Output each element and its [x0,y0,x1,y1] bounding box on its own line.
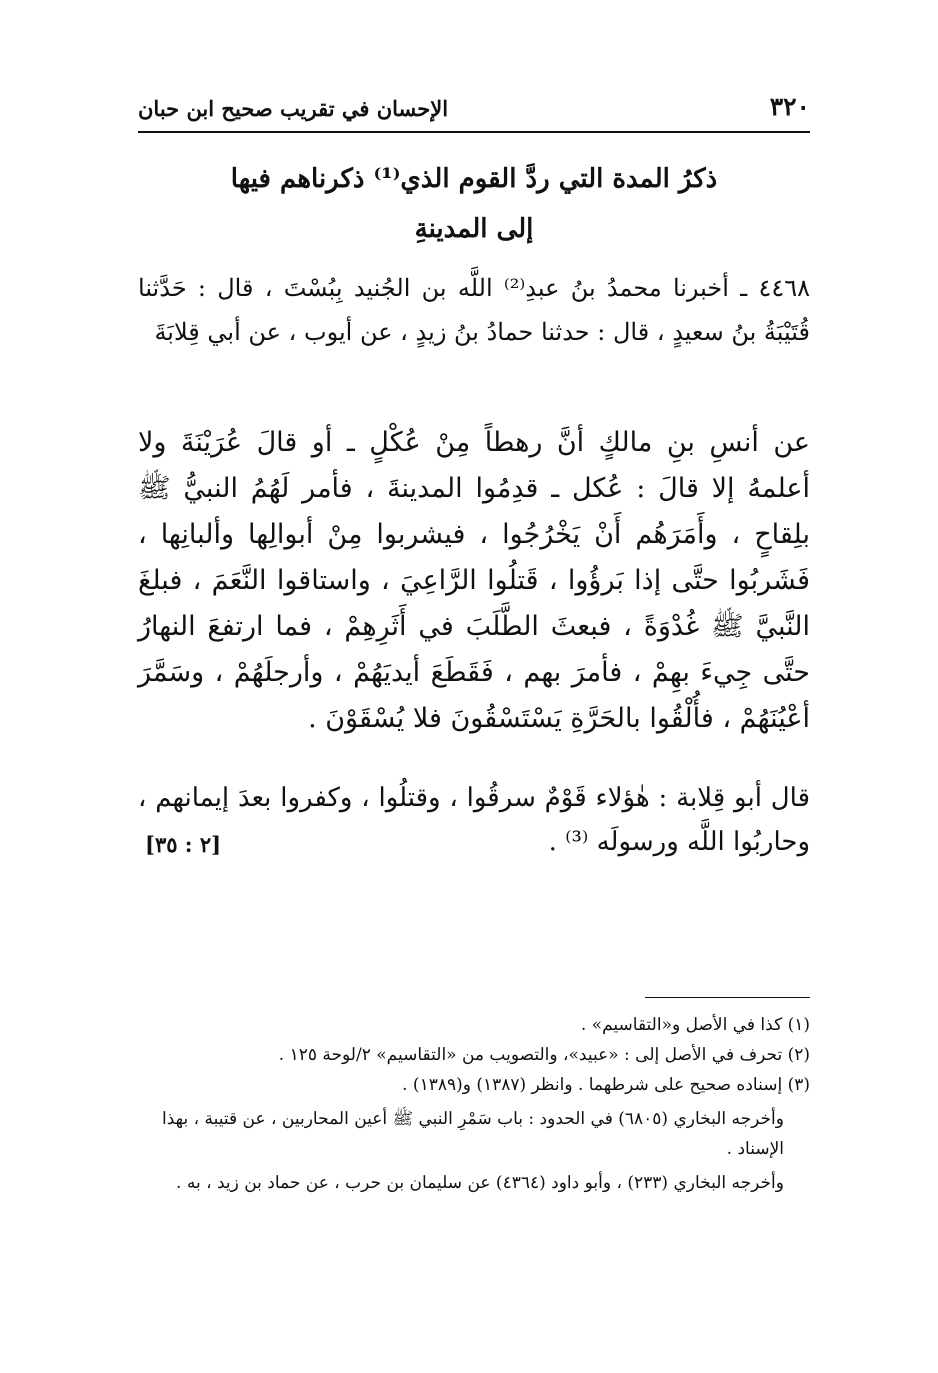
footnote-rule [645,997,810,998]
footnote-3: (٣) إسناده صحيح على شرطهما . وانظر (١٣٨٧) و(١٣٨٩) . [402,1075,810,1095]
footnote-3-continuation-1: وأخرجه البخاري (٦٨٠٥) في الحدود : باب سَمْرِ النبي ﷺ أعين المحاربين ، عن قتيبة ، بهذا الإسناد . [162,1109,784,1159]
page-number: ٣٢٠ [769,92,810,121]
chapter-title-line-1: ذكرُ المدة التي ردَّ القوم الذي⁽¹⁾ ذكرناهم فيها [230,164,718,194]
running-header [138,92,810,128]
hadith-reference: [٢ : ٣٥] [145,832,222,857]
hadith-isnad: ٤٤٦٨ ـ أخبرنا محمدُ بنُ عبدِ⁽²⁾ اللَّه بن الجُنيد بِبُسْتَ ، قال : حَدَّثنا قُتَيْبَةُ بنُ سعيدٍ ، قال : حدثنا حمادُ بنُ زيدٍ ، عن أيوب ، عن أبي قِلابَةَ [138,274,811,346]
chapter-title-line-2: إلى المدينةِ [414,214,534,244]
footnotes [138,1010,810,1198]
header-rule [138,131,810,133]
narrator-saying: قال أبو قِلابة : هٰؤلاء قَوْمٌ سرقُوا ، وقتلُوا ، وكفروا بعدَ إيمانهم ، وحاربُوا اللَّه ورسولَه ⁽³⁾ . [138,783,810,857]
footnote-3-continuation-2: وأخرجه البخاري (٢٣٣) ، وأبو داود (٤٣٦٤) عن سليمان بن حرب ، عن حماد بن زيد ، به . [176,1173,784,1193]
hadith-matn: عن أنسِ بنِ مالكٍ أنَّ رهطاً مِنْ عُكْلٍ ـ أو قالَ عُرَيْنَةَ ولا أعلمهُ إلا قالَ : عُكل ـ قدِمُوا المدينةَ ، فأمر لَهُمُ النبيُّ ﷺ بلِقاحٍ ، وأَمَرَهُم أَنْ يَخْرُجُوا ، فيشربوا مِنْ أبوالِها وألبانِها ، فَشَربُوا حتَّى إذا بَرؤُوا ، قَتلُوا الرَّاعِيَ ، واستاقوا النَّعَمَ ، فبلغَ النَّبيَّ ﷺ غُدْوَةً ، فبعثَ الطَّلَبَ في أَثَرِهِمْ ، فما ارتفعَ النهارُ حتَّى جِيءَ بهِمْ ، فأمرَ بهم ، فَقَطَعَ أيديَهُمْ ، وأرجلَهُمْ ، وسَمَّرَ أعْيُنَهُمْ ، فأُلْقُوا بالحَرَّةِ يَسْتَسْقُونَ فلا يُسْقَوْنَ . [138,427,810,734]
footnote-1: (١) كذا في الأصل و«التقاسيم» . [580,1015,810,1035]
running-title: الإحسان في تقريب صحيح ابن حبان [138,96,449,121]
footnote-2: (٢) تحرف في الأصل إلى : «عبيد»، والتصويب من «التقاسيم» ٢/لوحة ١٢٥ . [278,1045,810,1065]
